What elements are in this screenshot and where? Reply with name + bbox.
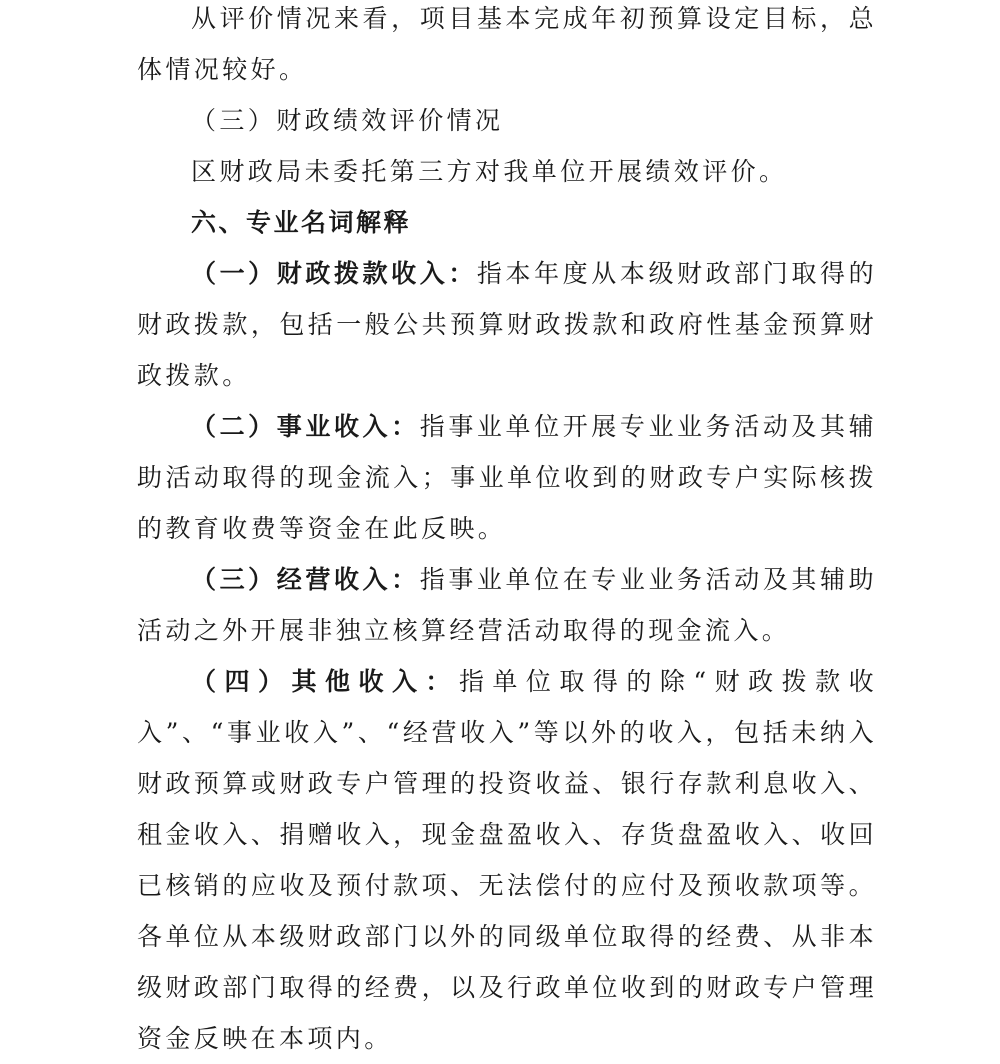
definition-text: 指单位取得的除“财政拨款收入”、“事业收入”、“经营收入”等以外的收入，包括未纳入财政预算或财政专户管理的投资收益、银行存款利息收入、租金收入、捐赠收入，现金盘盈收入、存货盘盈收入、收回已核销的应收及预付款项、无法偿付的应付及预收款项等。各单位从本级财政部门以外的同级单位取得的经费、从非本级财政部门取得的经费，以及行政单位收到的财政专户管理资金反映在本项内。 [137,667,878,1053]
heading-text: （三）财政绩效评价情况 [191,106,504,135]
definition-term: （三）经营收入： [191,565,420,594]
section-heading-fiscal-evaluation [137,95,877,146]
definition-term: （一）财政拨款收入： [191,259,477,288]
paragraph-text: 从评价情况来看，项目基本完成年初预算设定目标，总体情况较好。 [137,4,877,84]
evaluation-summary-paragraph [137,0,877,95]
section-heading-glossary [137,197,877,248]
definition-other-income [137,656,877,1064]
heading-text: 六、专业名词解释 [191,208,412,237]
definition-term: （四）其他收入： [191,667,459,696]
definition-text: 指事业单位开展专业业务活动及其辅助活动取得的现金流入；事业单位收到的财政专户实际核拨的教育收费等资金在此反映。 [137,412,877,543]
definition-text: 指事业单位在专业业务活动及其辅助活动之外开展非独立核算经营活动取得的现金流入。 [137,565,877,645]
definition-fiscal-appropriation-income [137,248,877,401]
definition-text: 指本年度从本级财政部门取得的财政拨款，包括一般公共预算财政拨款和政府性基金预算财政拨款。 [137,259,877,390]
document-page [137,0,877,1064]
definition-term: （二）事业收入： [191,412,420,441]
definition-business-income [137,401,877,554]
definition-operating-income [137,554,877,656]
paragraph-text: 区财政局未委托第三方对我单位开展绩效评价。 [191,157,788,186]
fiscal-evaluation-paragraph [137,146,877,197]
